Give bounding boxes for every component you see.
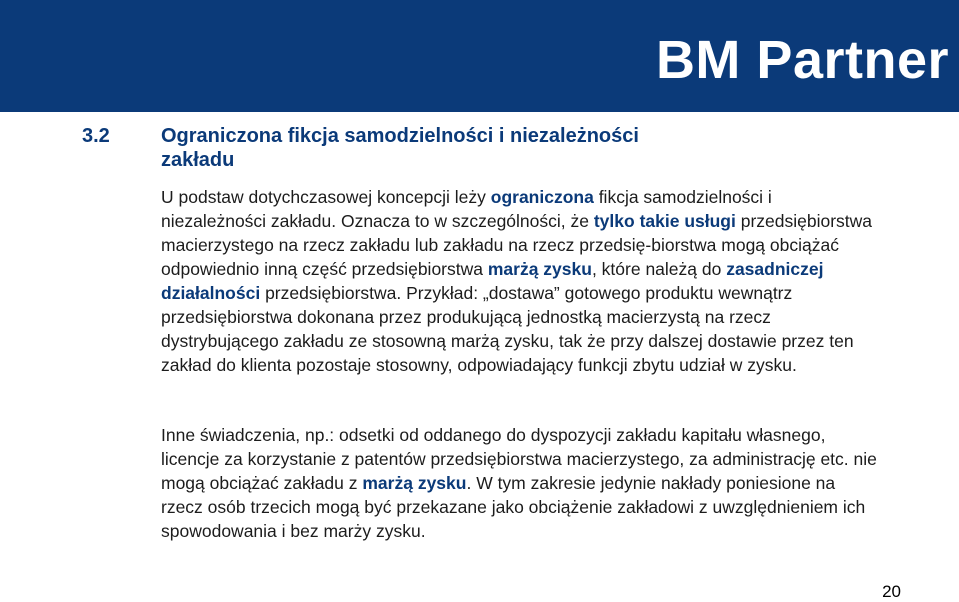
bold-term: zasadniczej działalności [161, 259, 824, 303]
text-run: . W tym zakresie jedynie nakłady poniesione na rzecz osób trzecich mogą być przekazane jako obciążenie zakładowi z uwzględnieniem ich spowodowania i bez marży zysku. [161, 473, 866, 541]
header-banner [0, 0, 959, 112]
paragraph-1 [161, 185, 881, 377]
text-run: fikcja samodzielności i niezależności zakładu. Oznacza to w szczególności, że [161, 187, 772, 231]
paragraph-2 [161, 423, 881, 543]
text-run: U podstaw dotychczasowej koncepcji leży [161, 187, 491, 207]
page-number: 20 [882, 582, 901, 601]
bold-term: marżą zysku [362, 473, 467, 493]
brand-logo-text: BM Partner [655, 30, 949, 90]
text-run: przedsiębiorstwa. Przykład: „dostawa” gotowego produktu wewnątrz przedsiębiorstwa dokonana przez produkującą jednostką macierzystą na rzecz dystrybującego zakładu ze stosowną marżą zysku, tak że przy dalszej dostawie przez ten zakład do klienta pozostaje stosowny, odpowiadający funkcji zbytu udział w zysku. [161, 283, 854, 375]
bold-term: tylko takie usługi [593, 211, 736, 231]
text-run: przedsiębiorstwa macierzystego na rzecz zakładu lub zakładu na rzecz przedsię-biorstwa mogą obciążać odpowiednio inną część przedsiębiorstwa [161, 211, 873, 279]
section-title: Ograniczona fikcja samodzielności i niezależności zakładu [161, 125, 639, 171]
section-number: 3.2 [82, 125, 110, 147]
text-run: Inne świadczenia, np.: odsetki od oddanego do dyspozycji zakładu kapitału własnego, licencje za korzystanie z patentów przedsiębiorstwa macierzystego, za administrację etc. nie mogą obciążać zakładu z [161, 425, 877, 493]
bold-term: marżą zysku [487, 259, 592, 279]
bold-term: ograniczona [490, 187, 594, 207]
text-run: , które należą do [591, 259, 727, 279]
